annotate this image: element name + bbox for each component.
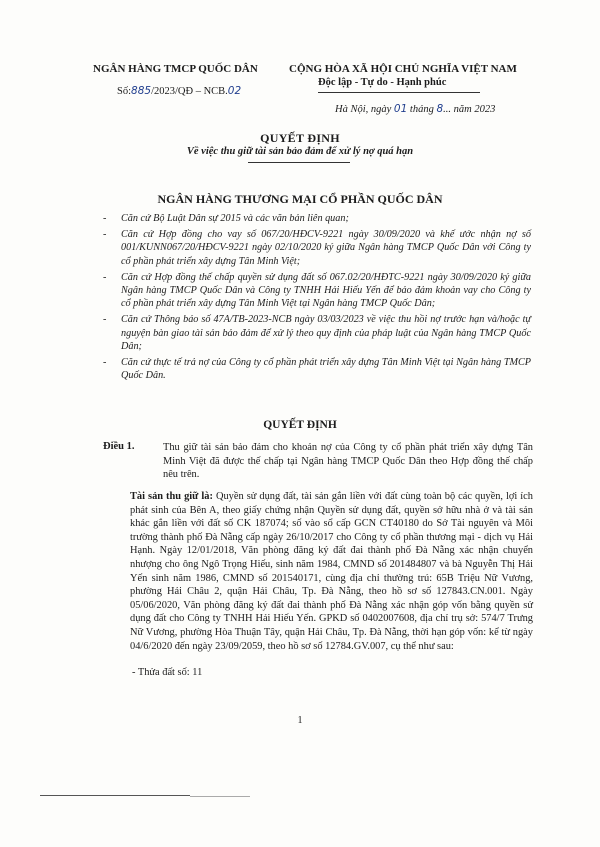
asset-label: Tài sản thu giữ là: [130,491,213,502]
document-number [117,85,241,97]
legal-basis-item [103,356,531,383]
legal-basis-item [103,228,531,268]
legal-basis-item [103,313,531,353]
date-day-handwritten: 01 [393,103,408,115]
asset-text: Quyền sử dụng đất, tài sản gắn liền với đất cùng toàn bộ các quyền, lợi ích phát sinh của Bên A, theo giấy chứng nhận Quyền sử dụng đất, quyền sở hữu nhà ở và tài sản khác gắn liền với đất số CK 187074; số vào sổ cấp GCN CT40180 do Sở Tài nguyên và Môi trường thành phố Đà Nẵng cấp ngày 26/10/2017 cho Công ty cổ phần thương mại - dịch vụ Hải Hạnh. Ngày 12/01/2018, Văn phòng đăng ký đất đai thành phố Đà Nẵng xác nhận chuyển nhượng cho ông Ngô Trọng Hiếu, sinh năm 1984, CMND số 201484807 và bà Nguyễn Thị Hải Yến sinh năm 1986, CMND số 201540171, cùng địa chỉ thường trú: 65B Triệu Nữ Vương, phường Hải Châu 2, quận Hải Châu, Tp. Đà Nẵng, theo hồ sơ số 127843.CN.001. Ngày 05/06/2020, Văn phòng đăng ký đất đai thành phố Đà Nẵng xác nhận góp vốn bằng quyền sử dụng đất cho Công ty TNHH Hải Hiếu Yến. GPKD số 0402007608, địa chỉ trụ sở: 574/7 Trưng Nữ Vương, phường Hòa Thuận Tây, quận Hải Châu, Tp. Đà Nẵng, thời hạn góp vốn: kể từ ngày 04/6/2020 đến ngày 23/09/2059, theo hồ sơ số 12784.GV.007, cụ thể như sau: [130,491,533,652]
article-label: Điều 1. [103,441,135,452]
date-month-handwritten: 8 [436,103,444,115]
legal-basis-text: Căn cứ Hợp đồng cho vay số 067/20/HĐCV-9221 ngày 30/09/2020 và khế ước nhận nợ số 001/KUNN067/20/HĐCV-9221 ngày 02/10/2020 ký giữa Ngân hàng TMCP Quốc Dân với Công ty cổ phần phát triển xây dựng Tân Minh Việt; [121,228,531,267]
date-prefix: Hà Nội, ngày [335,104,394,115]
legal-basis-text: Căn cứ thực tế trả nợ của Công ty cổ phần phát triển xây dựng Tân Minh Việt tại Ngân hàng TMCP Quốc Dân. [121,357,531,382]
legal-basis-item [103,212,531,225]
issuer-heading: NGÂN HÀNG THƯƠNG MẠI CỔ PHẦN QUỐC DÂN [157,192,443,206]
national-motto: Độc lập - Tự do - Hạnh phúc [318,77,447,88]
page-number: 1 [297,715,303,726]
legal-basis-item [103,271,531,311]
asset-description [130,490,533,653]
list-dash: - [103,228,107,240]
legal-bases-list [103,212,531,385]
subtitle-underline [248,162,350,163]
doc-number-suffix-handwritten: 02 [227,85,242,97]
legal-basis-text: Căn cứ Hợp đồng thế chấp quyền sử dụng đất số 067.02/20/HĐTC-9221 ngày 30/09/2020 ký giữa Ngân hàng TMCP Quốc Dân và Công ty TNHH Hải Hiếu Yến để bảo đảm khoản vay cho Công ty cổ phần phát triển xây dựng Tân Minh Việt tại Ngân hàng TMCP Quốc Dân; [121,271,531,310]
bank-name: NGÂN HÀNG TMCP QUỐC DÂN [93,63,258,75]
doc-number-mid: /2023/QĐ – NCB. [151,86,228,97]
parcel-item: - Thửa đất số: 11 [132,667,203,678]
scan-edge-line [40,795,190,796]
scan-edge-line [190,796,250,797]
list-dash: - [103,357,107,369]
document-subtitle: Về việc thu giữ tài sản bảo đảm để xử lý nợ quá hạn [186,146,414,157]
doc-number-prefix: Số: [117,86,132,97]
list-dash: - [103,271,107,283]
legal-basis-text: Căn cứ Bộ Luật Dân sự 2015 và các văn bản liên quan; [121,213,349,224]
article-text: Thu giữ tài sản bảo đảm cho khoản nợ của Công ty cổ phần phát triển xây dựng Tân Minh Việt đã được thế chấp tại Ngân hàng TMCP Quốc Dân theo Hợp đồng thế chấp nêu trên. [163,442,533,481]
nation-heading: CỘNG HÒA XÃ HỘI CHỦ NGHĨA VIỆT NAM [289,63,517,75]
list-dash: - [103,314,107,326]
doc-number-handwritten: 885 [131,85,152,97]
motto-underline [318,92,480,93]
date-suffix: ... năm 2023 [443,104,496,115]
list-dash: - [103,213,107,224]
issue-date [335,103,495,115]
document-title: QUYẾT ĐỊNH [260,131,340,145]
decision-heading: QUYẾT ĐỊNH [263,419,337,431]
legal-basis-text: Căn cứ Thông báo số 47A/TB-2023-NCB ngày 03/03/2023 về việc thu hồi nợ trước hạn và/hoặc tự nguyện bàn giao tài sản bảo đảm để xử lý theo quy định của pháp luật của Ngân hàng TMCP Quốc Dân; [121,314,531,353]
date-mid: tháng [407,104,437,115]
